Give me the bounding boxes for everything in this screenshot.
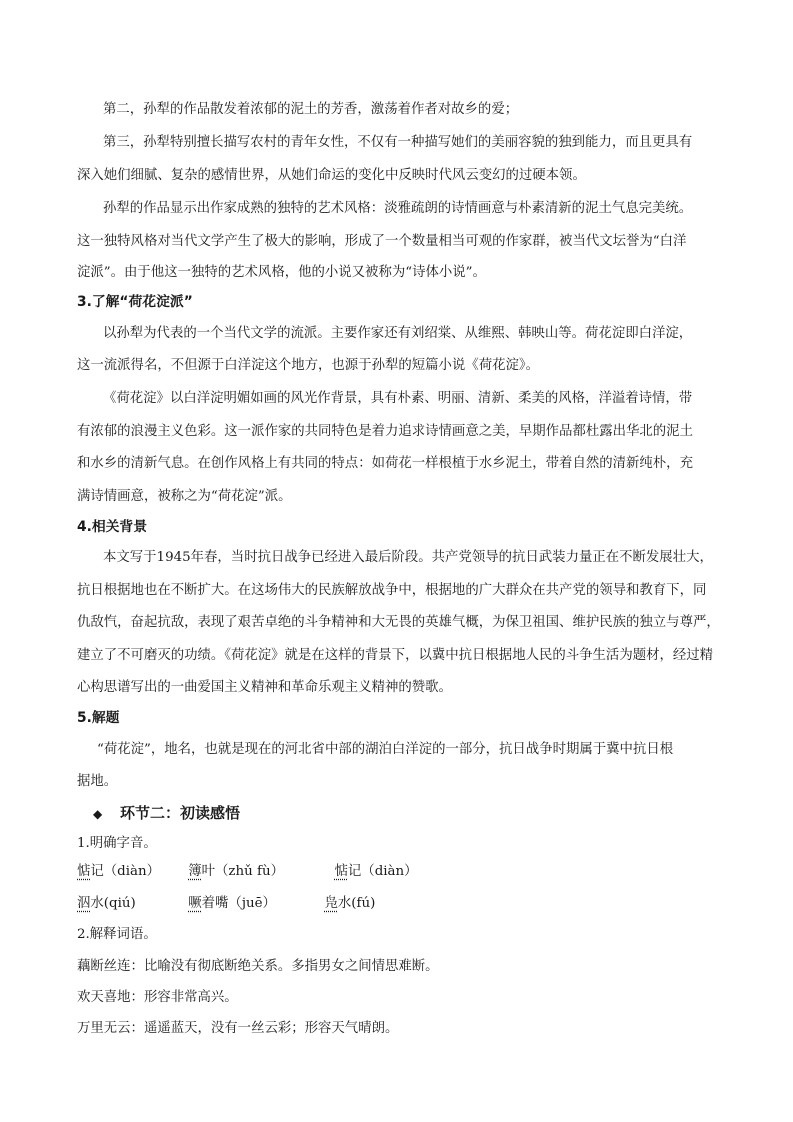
paragraph-line: 据地。 — [77, 774, 118, 789]
vocab-item: 万里无云：遥遥蓝天，没有一丝云彩；形容天气晴朗。 — [77, 1021, 399, 1036]
paragraph-line: “荷花淀”，地名，也就是现在的河北省中部的湖泊白洋淀的一部分，抗日战争时期属于冀中抗日根 — [97, 742, 674, 757]
paragraph-line: 孙犁的作品显示出作家成熟的独特的艺术风格：淡雅疏朗的诗情画意与朴素清新的泥土气息完美统。 — [103, 201, 693, 216]
word-item: 泅水(qiú) — [77, 896, 136, 911]
section-title: 环节二：初读感悟 — [120, 804, 241, 822]
paragraph-line: 淀派”。由于他这一独特的艺术风格，他的小说又被称为“诗体小说”。 — [77, 265, 486, 280]
word-item: 凫水(fú) — [324, 896, 376, 911]
section-heading — [93, 801, 240, 826]
paragraph-line: 抗日根据地也在不断扩大。在这场伟大的民族解放战争中，根据地的广大群众在共产党的领导和教育下，同 — [77, 583, 707, 598]
paragraph-line: 这一独特风格对当代文学产生了极大的影响，形成了一个数量相当可观的作家群，被当代文坛誉为“白洋 — [77, 234, 687, 249]
paragraph-line: 深入她们细腻、复杂的感情世界，从她们命运的变化中反映时代风云变幻的过硬本领。 — [77, 168, 586, 183]
paragraph-line: 本文写于1945年春，当时抗日战争已经进入最后阶段。共产党领导的抗日武装力量正在不断发展壮大， — [103, 550, 713, 565]
paragraph-line: 仇敌忾，奋起抗敌，表现了艰苦卓绝的斗争精神和大无畏的英雄气概，为保卫祖国、维护民族的独立与尊严， — [77, 615, 720, 630]
paragraph-line: 和水乡的清新气息。在创作风格上有共同的特点：如荷花一样根植于水乡泥土，带着自然的清新纯朴，充 — [77, 456, 693, 471]
paragraph-line: 第三，孙犁特别擅长描写农村的青年女性，不仅有一种描写她们的美丽容貌的独到能力，而且更具有 — [103, 135, 693, 150]
word-item: 惦记（diàn） — [334, 864, 418, 879]
heading-5: 5.解题 — [77, 710, 120, 726]
heading-3: 3.了解“荷花淀派” — [77, 294, 193, 310]
pronunciation-heading: 1.明确字音。 — [77, 836, 157, 851]
paragraph-line: 这一流派得名，不但源于白洋淀这个地方，也源于孙犁的短篇小说《荷花淀》。 — [77, 358, 539, 373]
vocab-item: 欢天喜地：形容非常高兴。 — [77, 990, 238, 1005]
paragraph-line: 心构思谱写出的一曲爱国主义精神和革命乐观主义精神的赞歌。 — [77, 680, 452, 695]
paragraph-line: 满诗情画意，被称之为“荷花淀”派。 — [77, 489, 292, 504]
paragraph-line: 以孙犁为代表的一个当代文学的流派。主要作家还有刘绍棠、从维熙、韩映山等。荷花淀即白洋淀， — [103, 326, 693, 341]
paragraph-line: 《荷花淀》以白洋淀明媚如画的风光作背景，具有朴素、明丽、清新、柔美的风格，洋溢着诗情，带 — [103, 391, 693, 406]
pronunciation-row — [77, 893, 375, 915]
vocab-heading: 2.解释词语。 — [77, 927, 157, 942]
word-item: 噘着嘴（juē） — [188, 896, 276, 911]
word-item: 惦记（diàn） — [77, 864, 161, 879]
paragraph-line: 有浓郁的浪漫主义色彩。这一派作家的共同特色是着力追求诗情画意之美，早期作品都杜露出华北的泥土 — [77, 424, 693, 439]
word-item: 簿叶（zhǔ fù） — [188, 864, 284, 879]
vocab-item: 藕断丝连：比喻没有彻底断绝关系。多指男女之间情思难断。 — [77, 959, 439, 974]
paragraph-line: 第二，孙犁的作品散发着浓郁的泥土的芳香，激荡着作者对故乡的爱； — [103, 102, 519, 117]
diamond-icon: ◆ — [93, 807, 103, 821]
heading-4: 4.相关背景 — [77, 519, 148, 535]
paragraph-line: 建立了不可磨灭的功绩。《荷花淀》就是在这样的背景下，以冀中抗日根据地人民的斗争生活为题材，经过精 — [77, 648, 714, 663]
pronunciation-row — [77, 861, 418, 883]
